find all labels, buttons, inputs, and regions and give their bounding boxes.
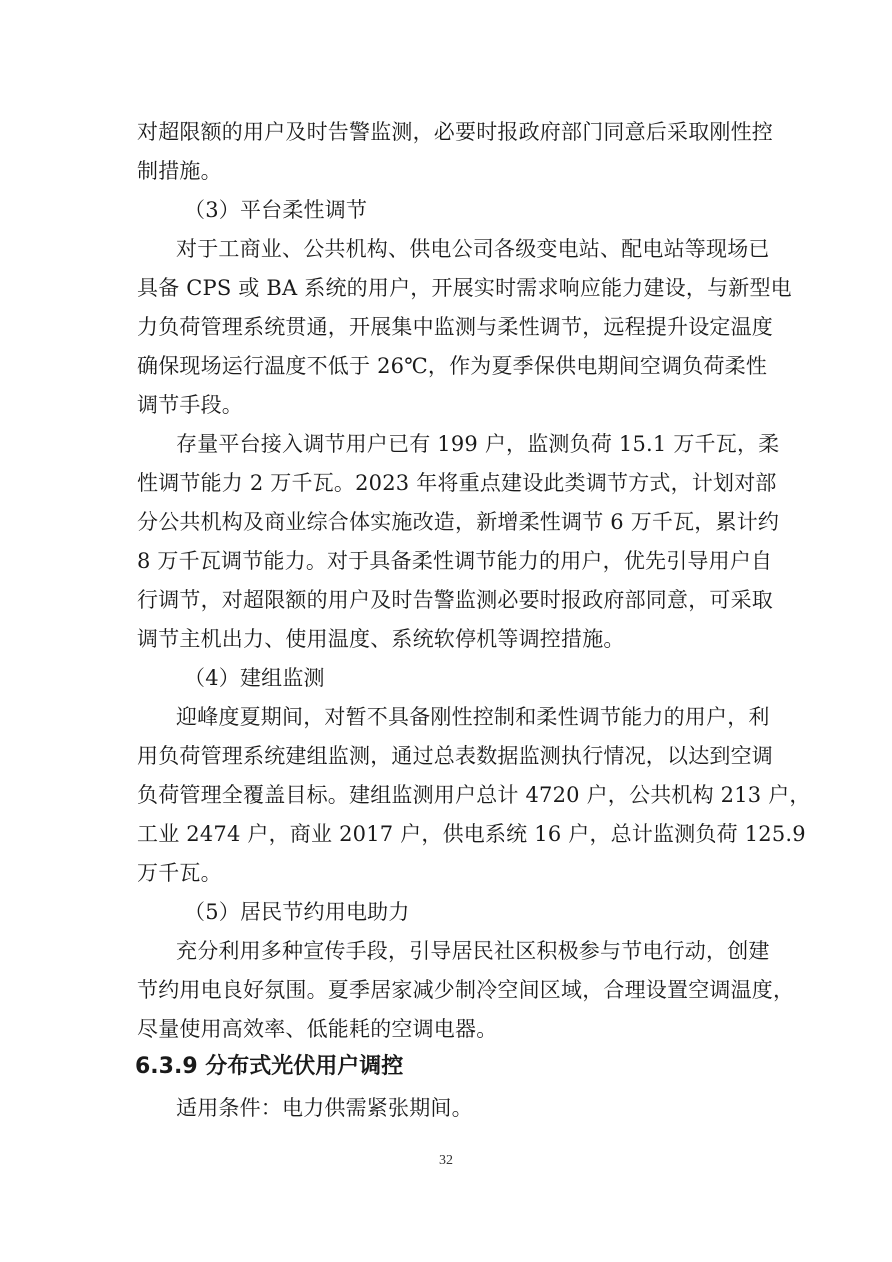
subsection-title: （4）建组监测 — [184, 666, 325, 690]
page-number: 32 — [439, 1153, 453, 1168]
paragraph-line: 性调节能力 2 万千瓦。2023 年将重点建设此类调节方式，计划对部 — [137, 471, 777, 495]
subsection-title: （3）平台柔性调节 — [184, 198, 368, 222]
paragraph-line: 充分利用多种宣传手段，引导居民社区积极参与节电行动，创建 — [176, 939, 770, 963]
paragraph-line: 调节主机出力、使用温度、系统软停机等调控措施。 — [137, 627, 625, 651]
paragraph-line: 分公共机构及商业综合体实施改造，新增柔性调节 6 万千瓦，累计约 — [137, 510, 780, 534]
paragraph-line: 适用条件：电力供需紧张期间。 — [176, 1096, 473, 1120]
paragraph-line: 力负荷管理系统贯通，开展集中监测与柔性调节，远程提升设定温度 — [137, 315, 773, 339]
paragraph-line: 对于工商业、公共机构、供电公司各级变电站、配电站等现场已 — [176, 237, 770, 261]
paragraph-line: 制措施。 — [137, 159, 222, 183]
paragraph-line: 迎峰度夏期间，对暂不具备刚性控制和柔性调节能力的用户，利 — [176, 705, 770, 729]
paragraph-line: 负荷管理全覆盖目标。建组监测用户总计 4720 户，公共机构 213 户， — [137, 783, 811, 807]
paragraph-line: 确保现场运行温度不低于 26℃，作为夏季保供电期间空调负荷柔性 — [137, 354, 768, 378]
section-heading: 6.3.9 分布式光伏用户调控 — [135, 1054, 404, 1079]
paragraph-line: 存量平台接入调节用户已有 199 户，监测负荷 15.1 万千瓦，柔 — [176, 432, 780, 456]
paragraph-line: 工业 2474 户，商业 2017 户，供电系统 16 户，总计监测负荷 125.9 — [137, 822, 806, 846]
paragraph-line: 8 万千瓦调节能力。对于具备柔性调节能力的用户，优先引导用户自 — [137, 549, 773, 573]
paragraph-line: 对超限额的用户及时告警监测，必要时报政府部门同意后采取刚性控 — [137, 120, 773, 144]
paragraph-line: 调节手段。 — [137, 393, 243, 417]
paragraph-line: 尽量使用高效率、低能耗的空调电器。 — [137, 1017, 498, 1041]
paragraph-line: 节约用电良好氛围。夏季居家减少制冷空间区域，合理设置空调温度， — [137, 978, 795, 1002]
paragraph-line: 具备 CPS 或 BA 系统的用户，开展实时需求响应能力建设，与新型电 — [137, 276, 792, 300]
subsection-title: （5）居民节约用电助力 — [184, 900, 410, 924]
paragraph-line: 万千瓦。 — [137, 861, 222, 885]
paragraph-line: 行调节，对超限额的用户及时告警监测必要时报政府部同意，可采取 — [137, 588, 773, 612]
paragraph-line: 用负荷管理系统建组监测，通过总表数据监测执行情况，以达到空调 — [137, 744, 773, 768]
